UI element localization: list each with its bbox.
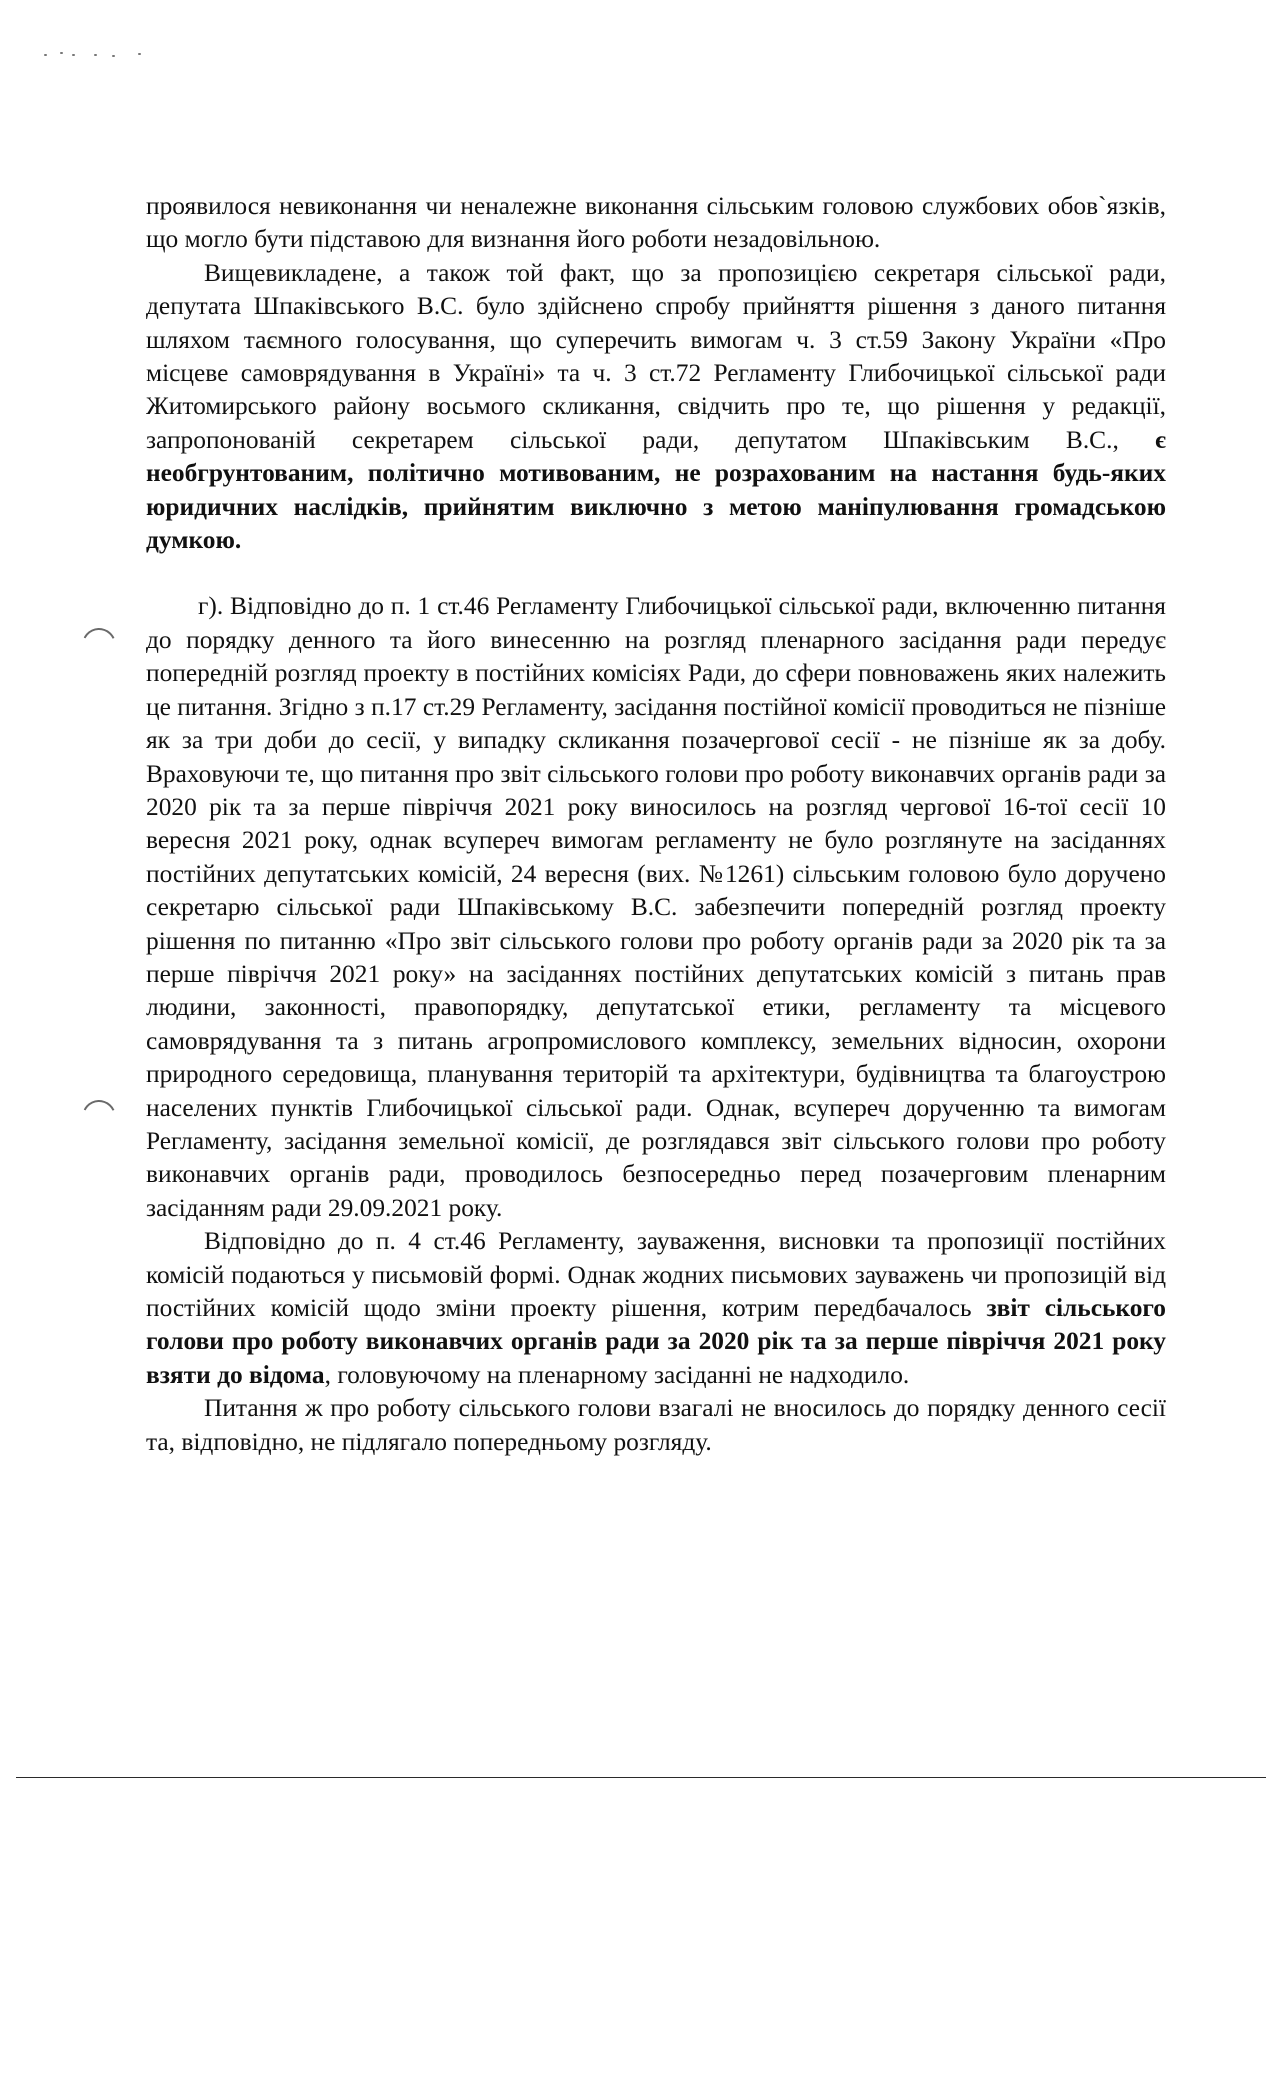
text-run: проявилося невиконання чи неналежне виконання сільським головою службових обов`язків, що могло бути підставою для визнання його роботи незадовільною.: [146, 192, 1166, 254]
text-run: Вищевикладене, а також той факт, що за пропозицією секретаря сільської ради, депутата Шпаківського В.С. було здійснено спробу прийняття рішення з даного питання шляхом таємного голосування, що суперечить вимогам ч. 3 ст.59 Закону України «Про місцеве самоврядування в Україні» та ч. 3 ст.72 Регламенту Глибочицької сільської ради Житомирського району восьмого скликання, свідчить про те, що рішення у редакції, запропонованій секретарем сільської ради, депутатом Шпаківським В.С.,: [146, 258, 1166, 454]
bold-text-run: звіт сільського голови про роботу виконавчих органів ради за 2020 рік та за перше півріччя 2021 року взяти до відома: [146, 1294, 1166, 1389]
punch-hole-mark: [77, 623, 121, 667]
text-run: Відповідно до п. 4 ст.46 Регламенту, зауваження, висновки та пропозиції постійних комісій подаються у письмовій формі. Однак жодних письмових зауважень чи пропозицій від постійних комісій щодо зміни проекту рішення, котрим передбачалось: [146, 1227, 1166, 1322]
page-bottom-edge: [16, 1777, 1266, 1778]
scan-artifact: [42, 50, 152, 62]
paragraph: [146, 590, 1166, 1225]
bold-text-run: є необгрунтованим, політично мотивованим, не розрахованим на настання будь-яких юридичних наслідків, прийнятим виключно з метою маніпулювання громадською думкою.: [146, 425, 1166, 555]
punch-hole-mark: [77, 1095, 121, 1139]
text-run: , головуючому на пленарному засіданні не надходило.: [324, 1360, 910, 1389]
paragraph-gap: [146, 557, 1166, 590]
text-run: Питання ж про роботу сільського голови взагалі не вносилось до порядку денного сесії та, відповідно, не підлягало попередньому розгляду.: [146, 1394, 1166, 1456]
text-run: г). Відповідно до п. 1 ст.46 Регламенту Глибочицької сільської ради, включенню питання до порядку денного та його винесенню на розгляд пленарного засідання ради передує попередній розгляд проекту в постійних комісіях Ради, до сфери повноважень яких належить це питання. Згідно з п.17 ст.29 Регламенту, засідання постійної комісії проводиться не пізніше як за три доби до сесії, у випадку скликання позачергової сесії - не пізніше як за добу. Враховуючи те, що питання про звіт сільського голови про роботу виконавчих органів ради за 2020 рік та за перше півріччя 2021 року виносилось на розгляд чергової 16-тої сесії 10 вересня 2021 року, однак всупереч вимогам регламенту не було розглянуте на засіданнях постійних депутатських комісій, 24 вересня (вих. №1261) сільським головою було доручено секретарю сільської ради Шпаківському В.С. забезпечити попередній розгляд проекту рішення по питанню «Про звіт сільського голови про роботу органів ради за 2020 рік та за перше півріччя 2021 року» на засіданнях постійних депутатських комісій з питань прав людини, законності, правопорядку, депутатської етики, регламенту та місцевого самоврядування та з питань агропромислового комплексу, земельних відносин, охорони природного середовища, планування територій та архітектури, будівництва та благоустрою населених пунктів Глибочицької сільської ради. Однак, всупереч дорученню та вимогам Регламенту, засідання земельної комісії, де розглядався звіт сільського голови про роботу виконавчих органів ради, проводилось безпосередньо перед позачерговим пленарним засіданням ради 29.09.2021 року.: [146, 592, 1166, 1222]
paragraph: [146, 257, 1166, 558]
document-body: [146, 190, 1166, 1459]
paragraph: [146, 1225, 1166, 1392]
paragraph: [146, 190, 1166, 257]
paragraph: [146, 1392, 1166, 1459]
